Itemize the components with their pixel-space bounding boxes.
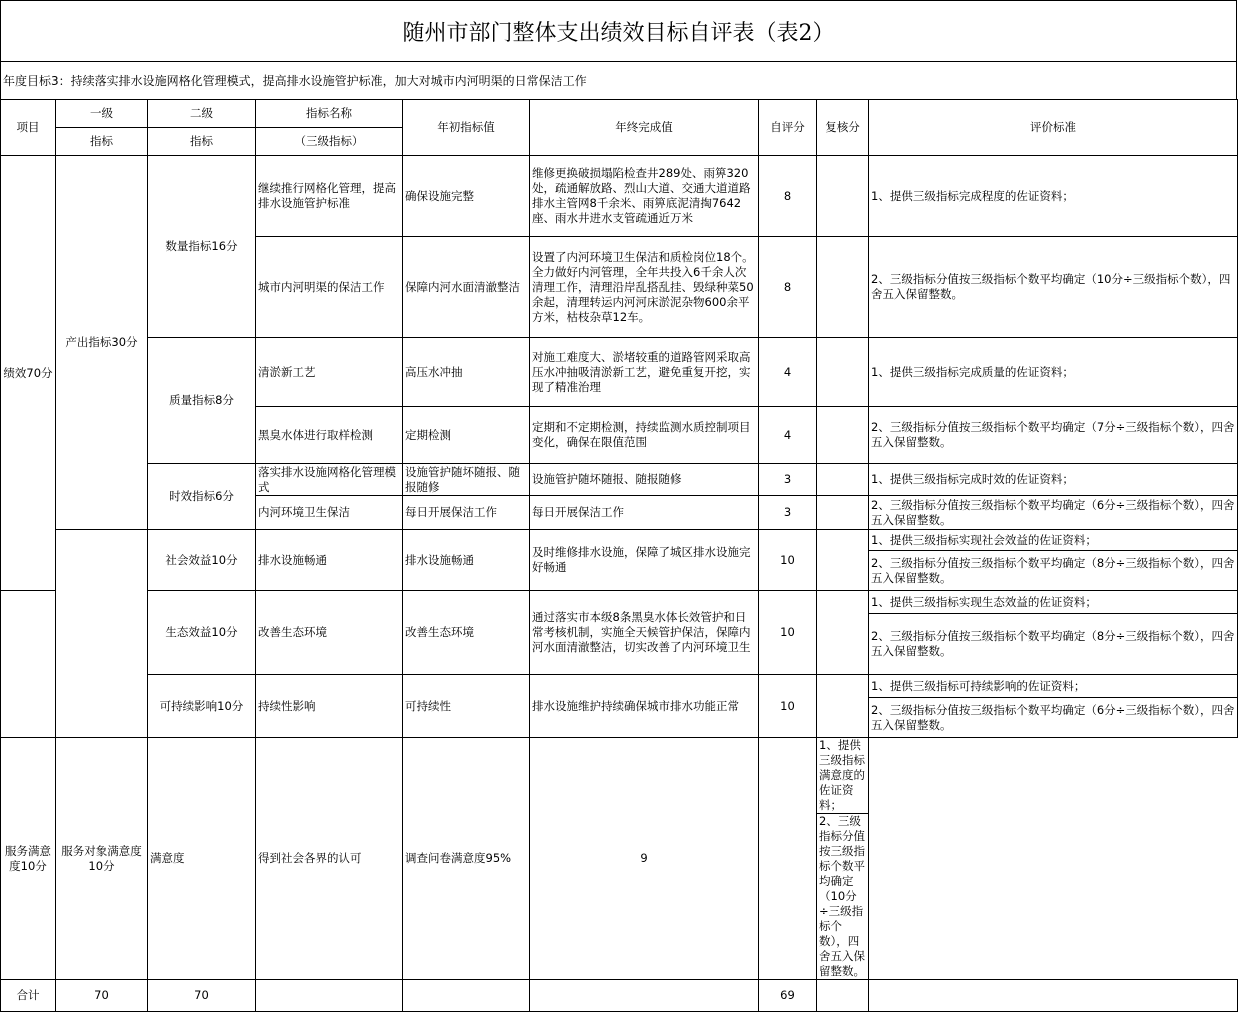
- group-social: 社会效益10分: [148, 530, 256, 591]
- total-row: [1, 980, 1238, 1012]
- initial-value: 保障内河水面清澈整洁: [403, 237, 530, 338]
- criteria-text: 1、提供三级指标满意度的佐证资料；: [817, 738, 869, 814]
- initial-value: 排水设施畅通: [403, 530, 530, 591]
- self-score: 10: [759, 675, 817, 738]
- table-row: [1, 338, 1238, 407]
- initial-value: 每日开展保洁工作: [403, 496, 530, 530]
- group-timeliness: 时效指标6分: [148, 464, 256, 530]
- initial-value: 改善生态环境: [403, 591, 530, 675]
- header-row: [1, 100, 1238, 128]
- self-score: 3: [759, 464, 817, 496]
- self-score: 8: [759, 156, 817, 237]
- indicator-name: 继续推行网格化管理，提高排水设施管护标准: [256, 156, 403, 237]
- review-score: [817, 530, 869, 591]
- review-score: [817, 407, 869, 464]
- group-effect-blank: [56, 530, 148, 738]
- total-self: 69: [759, 980, 817, 1012]
- table-row: [1, 530, 1238, 551]
- group-service: 服务满意度10分: [1, 738, 56, 980]
- criteria-text: 1、提供三级指标完成质量的佐证资料；: [869, 338, 1238, 407]
- header-name: 指标名称: [256, 100, 403, 128]
- self-score: 8: [759, 237, 817, 338]
- self-score: 10: [759, 591, 817, 675]
- header-criteria: 评价标准: [869, 100, 1238, 156]
- final-value: 排水设施维护持续确保城市排水功能正常: [530, 675, 759, 738]
- initial-value: 确保设施完整: [403, 156, 530, 237]
- review-score: [759, 738, 817, 980]
- group-service-object: 服务对象满意度10分: [56, 738, 148, 980]
- indicator-name: 满意度: [148, 738, 256, 980]
- review-score: [817, 237, 869, 338]
- initial-value: 定期检测: [403, 407, 530, 464]
- indicator-name: 落实排水设施网格化管理模式: [256, 464, 403, 496]
- criteria-text: 2、三级指标分值按三级指标个数平均确定（8分÷三级指标个数），四舍五入保留整数。: [869, 551, 1238, 591]
- total-label: 合计: [1, 980, 56, 1012]
- initial-value: 设施管护随坏随报、随报随修: [403, 464, 530, 496]
- self-score: 4: [759, 338, 817, 407]
- annual-goal: 年度目标3：持续落实排水设施网格化管理模式，提高排水设施管护标准，加大对城市内河明渠的日常保洁工作: [0, 62, 1237, 100]
- review-score: [817, 591, 869, 675]
- self-score: 3: [759, 496, 817, 530]
- final-value: 每日开展保洁工作: [530, 496, 759, 530]
- final-value: 维修更换破损塌陷检查井289处、雨箅320处，疏通解放路、烈山大道、交通大道道路排水主管网8千余米、雨箅底泥清掏7642座、雨水井进水支管疏通近万米: [530, 156, 759, 237]
- header-level2: 二级: [148, 100, 256, 128]
- final-value: 设置了内河环境卫生保洁和质检岗位18个。全力做好内河管理，全年共投入6千余人次清理工作，清理沿岸乱搭乱挂、毁绿种菜50余起，清理转运内河河床淤泥杂物600余平方米，枯枝杂草12车。: [530, 237, 759, 338]
- group-sustain: 可持续影响10分: [148, 675, 256, 738]
- final-value: 通过落实市本级8条黑臭水体长效管护和日常考核机制，实施全天候管护保洁，保障内河水面清澈整洁，切实改善了内河环境卫生: [530, 591, 759, 675]
- review-score: [817, 338, 869, 407]
- header-review: 复核分: [817, 100, 869, 156]
- total-blank: [869, 980, 1238, 1012]
- total-level1: 70: [56, 980, 148, 1012]
- self-score: 4: [759, 407, 817, 464]
- header-initial: 年初指标值: [403, 100, 530, 156]
- criteria-text: 1、提供三级指标实现社会效益的佐证资料；: [869, 530, 1238, 551]
- final-value: 及时维修排水设施，保障了城区排水设施完好畅通: [530, 530, 759, 591]
- indicator-name: 改善生态环境: [256, 591, 403, 675]
- indicator-name: 清淤新工艺: [256, 338, 403, 407]
- table-row: [1, 156, 1238, 237]
- criteria-text: 1、提供三级指标实现生态效益的佐证资料；: [869, 591, 1238, 614]
- criteria-text: 1、提供三级指标完成时效的佐证资料；: [869, 464, 1238, 496]
- total-blank: [403, 980, 530, 1012]
- group-quality: 质量指标8分: [148, 338, 256, 464]
- group-eco: 生态效益10分: [148, 591, 256, 675]
- criteria-text: 2、三级指标分值按三级指标个数平均确定（8分÷三级指标个数），四舍五入保留整数。: [869, 614, 1238, 675]
- table-row: [1, 464, 1238, 496]
- group-perf-continue: [1, 591, 56, 738]
- indicator-name: 排水设施畅通: [256, 530, 403, 591]
- evaluation-table: [0, 99, 1238, 1012]
- final-value: 定期和不定期检测，持续监测水质控制项目变化，确保在限值范围: [530, 407, 759, 464]
- review-score: [817, 464, 869, 496]
- table-row: [1, 738, 1238, 814]
- total-level2: 70: [148, 980, 256, 1012]
- criteria-text: 2、三级指标分值按三级指标个数平均确定（10分÷三级指标个数），四舍五入保留整数。: [869, 237, 1238, 338]
- group-quantity: 数量指标16分: [148, 156, 256, 338]
- total-blank: [530, 980, 759, 1012]
- final-value: 对施工难度大、淤堵较重的道路管网采取高压水冲抽吸清淤新工艺，避免重复开挖，实现了精准治理: [530, 338, 759, 407]
- criteria-text: 1、提供三级指标可持续影响的佐证资料；: [869, 675, 1238, 698]
- page-title: 随州市部门整体支出绩效目标自评表（表2）: [0, 0, 1237, 62]
- initial-value: 可持续性: [403, 675, 530, 738]
- review-score: [817, 156, 869, 237]
- total-blank: [256, 980, 403, 1012]
- header-level2b: 指标: [148, 128, 256, 156]
- header-item: 项目: [1, 100, 56, 156]
- criteria-text: 2、三级指标分值按三级指标个数平均确定（6分÷三级指标个数），四舍五入保留整数。: [869, 496, 1238, 530]
- table-row: [1, 675, 1238, 698]
- initial-value: 得到社会各界的认可: [256, 738, 403, 980]
- indicator-name: 持续性影响: [256, 675, 403, 738]
- header-level1: 一级: [56, 100, 148, 128]
- total-blank: [817, 980, 869, 1012]
- indicator-name: 内河环境卫生保洁: [256, 496, 403, 530]
- final-value: 调查问卷满意度95%: [403, 738, 530, 980]
- indicator-name: 黑臭水体进行取样检测: [256, 407, 403, 464]
- indicator-name: 城市内河明渠的保洁工作: [256, 237, 403, 338]
- group-output: 产出指标30分: [56, 156, 148, 530]
- criteria-text: 2、三级指标分值按三级指标个数平均确定（7分÷三级指标个数），四舍五入保留整数。: [869, 407, 1238, 464]
- self-score: 10: [759, 530, 817, 591]
- criteria-text: 2、三级指标分值按三级指标个数平均确定（6分÷三级指标个数），四舍五入保留整数。: [869, 698, 1238, 738]
- review-score: [817, 496, 869, 530]
- header-self: 自评分: [759, 100, 817, 156]
- review-score: [817, 675, 869, 738]
- header-level1b: 指标: [56, 128, 148, 156]
- table-row: [1, 591, 1238, 614]
- self-score: 9: [530, 738, 759, 980]
- final-value: 设施管护随坏随报、随报随修: [530, 464, 759, 496]
- header-final: 年终完成值: [530, 100, 759, 156]
- initial-value: 高压水冲抽: [403, 338, 530, 407]
- header-nameb: （三级指标）: [256, 128, 403, 156]
- group-performance: 绩效70分: [1, 156, 56, 591]
- criteria-text: 1、提供三级指标完成程度的佐证资料；: [869, 156, 1238, 237]
- criteria-text: 2、三级指标分值按三级指标个数平均确定（10分÷三级指标个数），四舍五入保留整数。: [817, 814, 869, 980]
